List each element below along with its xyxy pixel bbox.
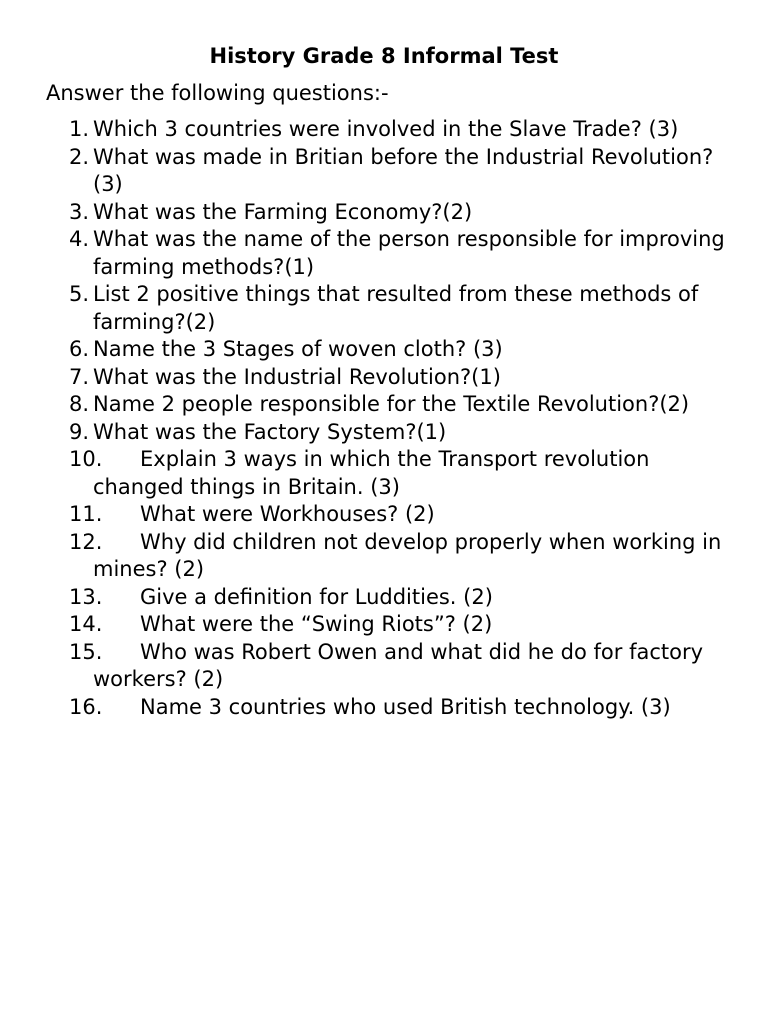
list-item <box>0 226 768 281</box>
question-text: What was the Farming Economy?(2) <box>93 199 473 224</box>
question-text: What was made in Britian before the Industrial Revolution?(3) <box>93 144 714 196</box>
list-item <box>0 281 768 336</box>
question-text: Who was Robert Owen and what did he do for factory workers? (2) <box>93 639 704 691</box>
list-item <box>0 419 768 447</box>
question-number: 12. <box>69 529 103 554</box>
question-number: 7. <box>69 364 90 389</box>
question-text: What were the “Swing Riots”? (2) <box>140 612 493 636</box>
question-text: What was the Factory System?(1) <box>93 419 447 444</box>
list-item <box>0 391 768 419</box>
question-number: 8. <box>69 392 90 416</box>
question-text: What were Workhouses? (2) <box>140 502 435 526</box>
list-item <box>0 584 768 612</box>
question-number: 5. <box>69 282 90 306</box>
question-number: 3. <box>69 199 90 224</box>
list-item <box>0 694 768 722</box>
list-item <box>0 116 768 144</box>
question-text: Why did children not develop properly when working in mines? (2) <box>93 529 722 581</box>
list-item <box>0 446 768 501</box>
list-item <box>0 639 768 694</box>
question-number: 10. <box>69 447 103 471</box>
question-number: 9. <box>69 419 90 444</box>
list-item <box>0 501 768 529</box>
list-item <box>0 611 768 639</box>
list-item <box>0 144 768 199</box>
question-text: What was the name of the person responsible for improving farming methods?(1) <box>93 227 725 279</box>
list-item <box>0 529 768 584</box>
question-text: Which 3 countries were involved in the Slave Trade? (3) <box>93 117 679 141</box>
question-text: What was the Industrial Revolution?(1) <box>93 364 501 389</box>
instructions-text: Answer the following questions:- <box>46 81 389 105</box>
page-title: History Grade 8 Informal Test <box>209 44 559 68</box>
question-number: 1. <box>69 117 90 141</box>
question-text: Name 2 people responsible for the Textile Revolution?(2) <box>93 392 690 416</box>
question-number: 4. <box>69 227 90 251</box>
question-list <box>0 116 768 721</box>
question-number: 16. <box>69 694 103 719</box>
question-text: Name 3 countries who used British technology. (3) <box>140 694 671 719</box>
question-text: Name the 3 Stages of woven cloth? (3) <box>93 337 503 361</box>
question-number: 11. <box>69 502 103 526</box>
list-item <box>0 336 768 364</box>
list-item <box>0 364 768 392</box>
question-number: 6. <box>69 337 90 361</box>
question-number: 2. <box>69 144 90 169</box>
list-item <box>0 199 768 227</box>
question-text: Give a definition for Luddities. (2) <box>140 584 493 609</box>
question-text: List 2 positive things that resulted from these methods of farming?(2) <box>93 282 699 334</box>
question-number: 14. <box>69 612 103 636</box>
question-text: Explain 3 ways in which the Transport revolution changed things in Britain. (3) <box>93 447 650 499</box>
question-number: 13. <box>69 584 103 609</box>
question-number: 15. <box>69 639 103 664</box>
